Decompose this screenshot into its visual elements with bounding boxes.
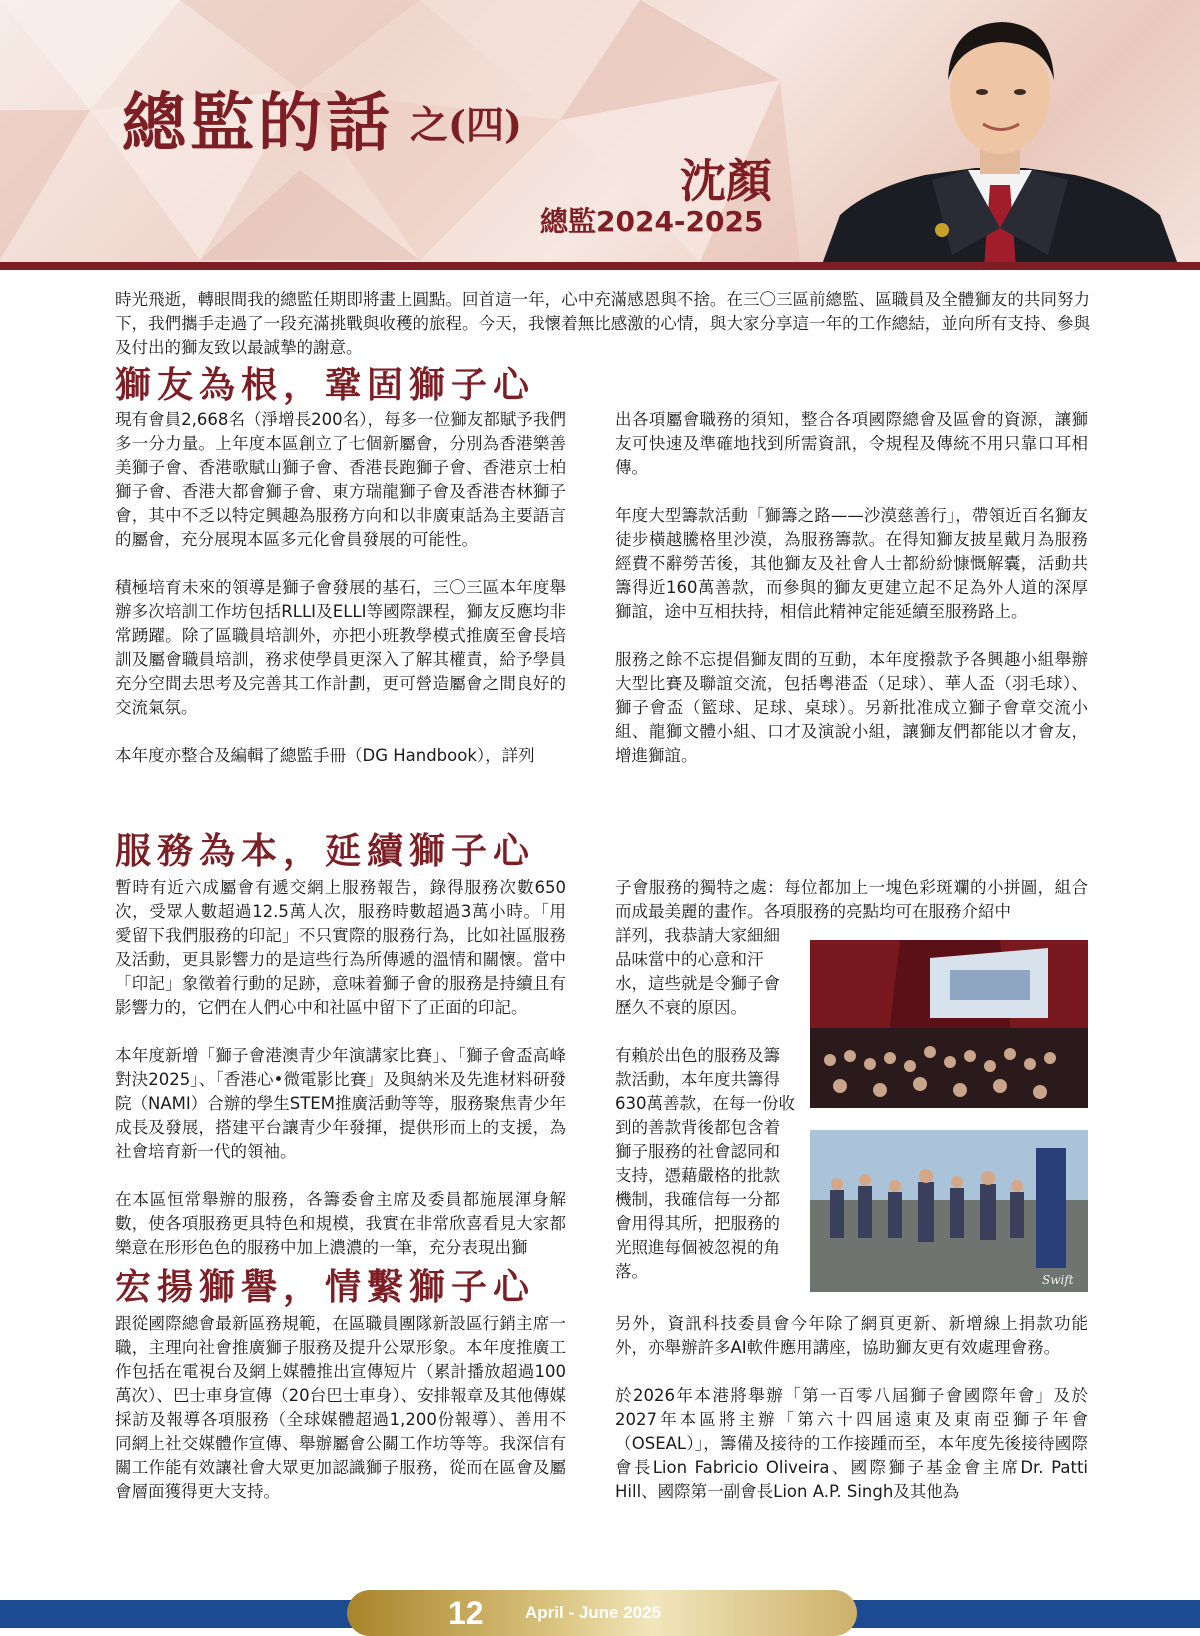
paragraph: 本年度新增「獅子會港澳青少年演講家比賽」、「獅子會盃高峰對決2025」、「香港心•微電影比賽」及與納米及先進材料研發院（NAMI）合辦的學生STEM推廣活動等等，服務聚焦青少年成長及發展，搭建平台讓青少年發揮，提供形而上的支援，為社會培育新一代的領袖。 [115,1046,566,1161]
title-suffix: 之(四) [410,102,522,147]
section-2-right-narrow [615,924,795,1284]
section-3-right-column [615,1312,1088,1504]
page-title: 總監的話 [122,86,394,161]
paragraph: 子會服務的獨特之處：每位都加上一塊色彩斑斕的小拼圖，組合而成最美麗的畫作。各項服務的亮點均可在服務介紹中 [615,878,1088,921]
paragraph: 年度大型籌款活動「獅籌之路——沙漠慈善行」，帶領近百名獅友徒步橫越騰格里沙漠，為服務籌款。在得知獅友披星戴月為服務經費不辭勞苦後，其他獅友及社會人士都紛紛慷慨解囊，活動共籌得近160萬善款，而參與的獅友更建立起不足為外人道的深厚獅誼，途中互相扶持，相信此精神定能延續至服務路上。 [615,506,1088,621]
director-name: 沈顏 [680,154,772,208]
paragraph: 詳列，我恭請大家細細品味當中的心意和汗水，這些就是令獅子會歷久不衰的原因。 [615,926,780,1017]
page-number: 12 [448,1595,484,1631]
intro-text: 時光飛逝，轉眼間我的總監任期即將畫上圓點。回首這一年，心中充滿感恩與不捨。在三〇三區前總監、區職員及全體獅友的共同努力下，我們攜手走過了一段充滿挑戰與收穫的旅程。今天，我懷着無比感激的心情，與大家分享這一年的工作總結，並向所有支持、參與及付出的獅友致以最誠摯的謝意。 [115,290,1090,357]
paragraph: 服務之餘不忘提倡獅友間的互動，本年度撥款予各興趣小組舉辦大型比賽及聯誼交流，包括粵港盃（足球）、華人盃（羽毛球）、獅子會盃（籃球、足球、桌球）。另新批准成立獅子會章交流小組、龍獅文體小組、口才及演說小組，讓獅友們都能以才會友，增進獅誼。 [615,650,1088,765]
paragraph: 另外，資訊科技委員會今年除了網頁更新、新增線上捐款功能外，亦舉辦許多AI軟件應用講座，協助獅友更有效處理會務。 [615,1314,1088,1357]
paragraph: 本年度亦整合及編輯了總監手冊（DG Handbook），詳列 [115,746,535,765]
section-1-left-column [115,408,566,768]
section-2-right-top [615,876,1088,924]
paragraph: 於2026年本港將舉辦「第一百零八屆獅子會國際年會」及於2027年本區將主辦「第六十四屆遠東及東南亞獅子年會（OSEAL）」，籌備及接待的工作接踵而至，本年度先後接待國際會長Lion Fabricio Oliveira、國際獅子基金會主席Dr. Patti Hill、國際第一副會長Lion A.P. Singh及其他為 [615,1386,1088,1501]
issue-date: April - June 2025 [525,1603,662,1622]
section-heading-1: 獅友為根，鞏固獅子心 [115,364,536,406]
section-2-left-column [115,876,566,1260]
section-heading-3: 宏揚獅譽，情繫獅子心 [115,1266,536,1308]
paragraph: 暫時有近六成屬會有遞交網上服務報告，錄得服務次數650次，受眾人數超過12.5萬人次，服務時數超過3萬小時。「用愛留下我們服務的印記」不只實際的服務行為，比如社區服務及活動，更具影響力的是這些行為所傳遞的溫情和關懷。當中「印記」象徵着行動的足跡，意味着獅子會的服務是持續且有影響力的，它們在人們心中和社區中留下了正面的印記。 [115,878,566,1017]
paragraph: 在本區恒常舉辦的服務，各籌委會主席及委員都施展渾身解數，使各項服務更具特色和規模，我實在非常欣喜看見大家都樂意在形形色色的服務中加上濃濃的一筆，充分表現出獅 [115,1190,566,1257]
intro-paragraph [115,288,1090,360]
header-banner [0,0,1200,270]
paragraph: 出各項屬會職務的須知，整合各項國際總會及區會的資源，讓獅友可快速及準確地找到所需資訊，令規程及傳統不用只靠口耳相傳。 [615,410,1088,477]
director-portrait [800,0,1200,270]
paragraph: 跟從國際總會最新區務規範，在區職員團隊新設區行銷主席一職，主理向社會推廣獅子服務及提升公眾形象。本年度推廣工作包括在電視台及網上媒體推出宣傳短片（累計播放超過100萬次）、巴士車身宣傳（20台巴士車身）、安排報章及其他傳媒採訪及報導各項服務（全球媒體超過1,200份報導）、善用不同網上社交媒體作宣傳、舉辦屬會公關工作坊等等。我深信有關工作能有效讓社會大眾更加認識獅子服務，從而在區會及屬會層面獲得更大支持。 [115,1314,566,1501]
paragraph: 有賴於出色的服務及籌款活動，本年度共籌得630萬善款，在每一份收到的善款背後都包含着獅子服務的社會認同和支持，憑藉嚴格的批款機制，我確信每一分都會用得其所，把服務的光照進每個被忽視的角落。 [615,1046,795,1281]
director-role: 總監2024-2025 [540,205,764,238]
section-1-right-column [615,408,1088,768]
section-heading-2: 服務為本，延續獅子心 [115,830,536,872]
cinema-event-photo [810,940,1088,1108]
header-divider [0,262,1200,270]
charity-run-photo [810,1130,1088,1292]
section-3-left-column [115,1312,566,1504]
paragraph: 積極培育未來的領導是獅子會發展的基石，三〇三區本年度舉辦多次培訓工作坊包括RLLI及ELLI等國際課程，獅友反應均非常踴躍。除了區職員培訓外，亦把小班教學模式推廣至會長培訓及屬會職員培訓，務求使學員更深入了解其權責，給予學員充分空間去思考及完善其工作計劃，更可營造屬會之間良好的交流氣氛。 [115,578,566,717]
photo-watermark: Swift [1042,1273,1074,1287]
paragraph: 現有會員2,668名（淨增長200名），每多一位獅友都賦予我們多一分力量。上年度本區創立了七個新屬會，分別為香港樂善美獅子會、香港歌賦山獅子會、香港長跑獅子會、香港京士柏獅子會、香港大都會獅子會、東方瑞龍獅子會及香港杏林獅子會，其中不乏以特定興趣為服務方向和以非廣東話為主要語言的屬會，充分展現本區多元化會員發展的可能性。 [115,410,566,549]
